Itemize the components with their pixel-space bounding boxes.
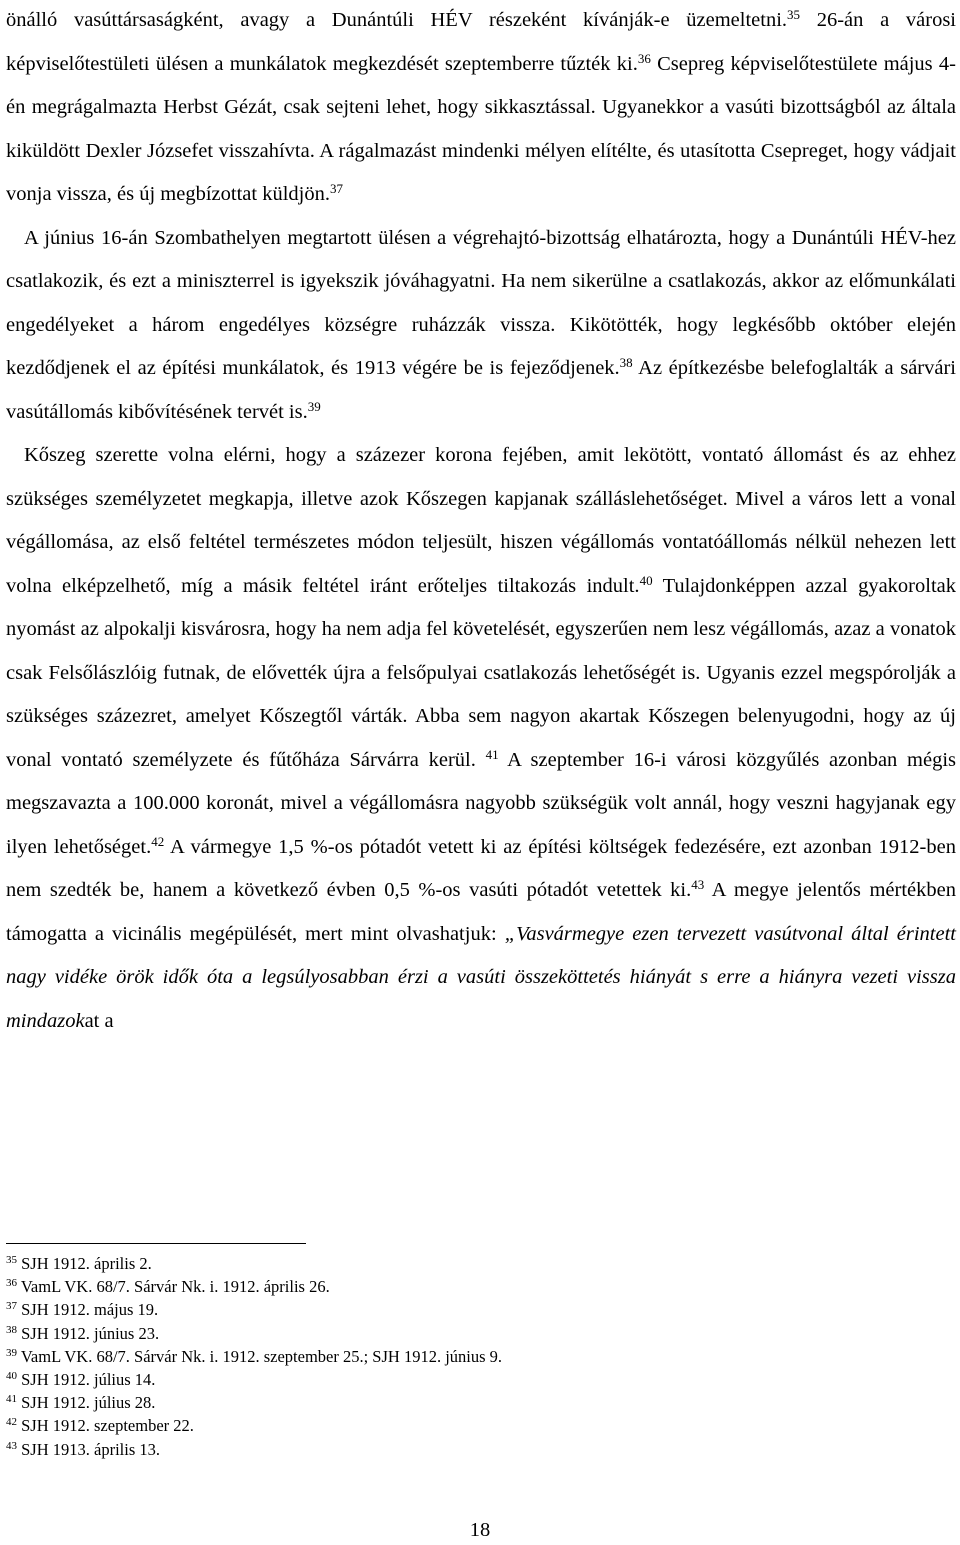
footnote-text: VamL VK. 68/7. Sárvár Nk. i. 1912. április 26. (17, 1277, 330, 1297)
footnote-separator (6, 1243, 306, 1244)
footnote-number: 40 (6, 1370, 17, 1383)
text-run: Kőszeg szerette volna elérni, hogy a százezer korona fejében, amit lekötött, vontató állomást és az ehhez szükséges személyzetet megkapja, illetve azok Kőszegen kapjanak szálláslehetőséget. Mivel a város lett a vonal végállomása, az első feltétel természetes módon teljesült, hiszen végállomás vontatóállomás nélkül nehezen lett volna elképzelhető, míg a másik feltétel iránt erőteljes tiltakozás indult. (6, 444, 956, 597)
footnote-item (6, 1368, 906, 1391)
footnote-number: 42 (6, 1416, 17, 1429)
text-run: A szeptember 16-i városi közgyűlés azonban mégis megszavazta a 100.000 koronát, mivel a végállomásra nagyobb szükségük volt annál, hogy veszni hagyjanak egy ilyen lehetőséget. (6, 748, 956, 858)
document-page (6, 0, 956, 1043)
footnote-ref[interactable]: 40 (639, 572, 653, 588)
quote-text: „Vasvármegye ezen tervezett vasútvonal által érintett nagy vidéke örök idők óta a legsúlyosabban érzi a vasúti összeköttetés hiányát s erre a hiányra vezeti vissza mindazok (6, 922, 956, 1032)
footnote-number: 41 (6, 1393, 17, 1406)
footnote-ref[interactable]: 42 (151, 833, 165, 849)
paragraph (6, 434, 956, 1043)
text-run: önálló vasúttársaságként, avagy a Dunántúli HÉV részeként kívánják-e üzemeltetni. (6, 9, 788, 31)
footnote-number: 36 (6, 1277, 17, 1290)
footnote-item (6, 1414, 906, 1437)
text-run: at a (84, 1009, 114, 1032)
footnotes (6, 1252, 906, 1461)
footnote-text: SJH 1913. április 13. (17, 1439, 161, 1459)
footnote-item (6, 1391, 906, 1414)
footnote-item (6, 1438, 906, 1461)
footnote-text: SJH 1912. június 23. (17, 1323, 160, 1343)
footnote-item (6, 1298, 906, 1321)
footnote-item (6, 1322, 906, 1345)
footnote-text: VamL VK. 68/7. Sárvár Nk. i. 1912. szeptember 25.; SJH 1912. június 9. (17, 1346, 503, 1366)
footnote-item (6, 1345, 906, 1368)
paragraph (6, 0, 956, 217)
text-run: A megye jelentős mértékben támogatta a vicinális megépülését, mert mint olvashatjuk: (6, 879, 956, 945)
footnote-item (6, 1275, 906, 1298)
footnote-text: SJH 1912. szeptember 22. (17, 1416, 194, 1436)
footnote-number: 39 (6, 1346, 17, 1359)
footnote-ref[interactable]: 43 (691, 877, 705, 892)
footnote-item (6, 1252, 906, 1275)
footnote-ref[interactable]: 38 (619, 355, 633, 370)
text-run: Csepreg képviselőtestülete május 4-én megrágalmazta Herbst Gézát, csak sejteni lehet, hogy sikkasztással. Ugyanekkor a vasúti bizottságból az általa kiküldött Dexler Józsefet visszahívta. A rágalmazást mindenki mélyen elítélte, és utasította Csepreget, hogy vádjait vonja vissza, és új megbízottat küldjön. (6, 52, 957, 205)
footnote-ref[interactable]: 35 (787, 7, 801, 22)
footnote-text: SJH 1912. július 28. (17, 1393, 156, 1413)
footnote-text: SJH 1912. április 2. (17, 1254, 152, 1273)
text-run: Az építkezésbe belefoglalták a sárvári vasútállomás kibővítésének tervét is. (6, 357, 956, 423)
footnote-ref[interactable]: 41 (485, 746, 499, 762)
footnote-number: 35 (6, 1254, 17, 1266)
text-run: A június 16-án Szombathelyen megtartott ülésen a végrehajtó-bizottság elhatározta, hogy a Dunántúli HÉV-hez csatlakozik, és ezt a miniszterrel is igyekszik jóváhagyatni. Ha nem sikerülne a csatlakozás, akkor az előmunkálati engedélyeket a három engedélyes községre ruházzák vissza. Kikötötték, hogy legkésőbb október elején kezdődjenek el az építési munkálatok, és 1913 végére be is fejeződjenek. (6, 226, 956, 379)
page-number: 18 (469, 1519, 491, 1541)
footnote-number: 43 (6, 1439, 17, 1452)
footnote-text: SJH 1912. július 14. (17, 1370, 156, 1390)
footnote-ref[interactable]: 36 (637, 50, 651, 66)
footnote-text: SJH 1912. május 19. (17, 1300, 159, 1320)
footnote-ref[interactable]: 37 (329, 181, 343, 196)
body-text (6, 0, 956, 1043)
paragraph (6, 217, 956, 435)
footnote-number: 37 (6, 1300, 17, 1313)
text-run: A vármegye 1,5 %-os pótadót vetett ki az építési költségek fedezésére, ezt azonban 1912-ben nem szedték be, hanem a következő évben 0,5 %-os vasúti pótadót vetettek ki. (6, 835, 956, 901)
text-run: Tulajdonképpen azzal gyakoroltak nyomást az alpokalji kisvárosra, hogy ha nem adja fel követelését, egyszerűen nem lesz végállomás, azaz a vonatok csak Felsőlászlóig futnak, de elővették újra a felsőpulyai csatlakozás lehetőségét is. Ugyanis ezzel megspórolják a szükséges százezret, amelyet Kőszegtől várták. Abba sem nagyon akartak Kőszegen belenyugodni, hogy az új vonal vontató személyzete és fűtőháza Sárvárra kerül. (6, 574, 956, 771)
footnote-number: 38 (6, 1323, 17, 1336)
footnote-ref[interactable]: 39 (307, 398, 321, 414)
text-run: 26-án a városi képviselőtestületi ülésen a munkálatok megkezdését szeptemberre tűzték ki. (6, 9, 956, 75)
